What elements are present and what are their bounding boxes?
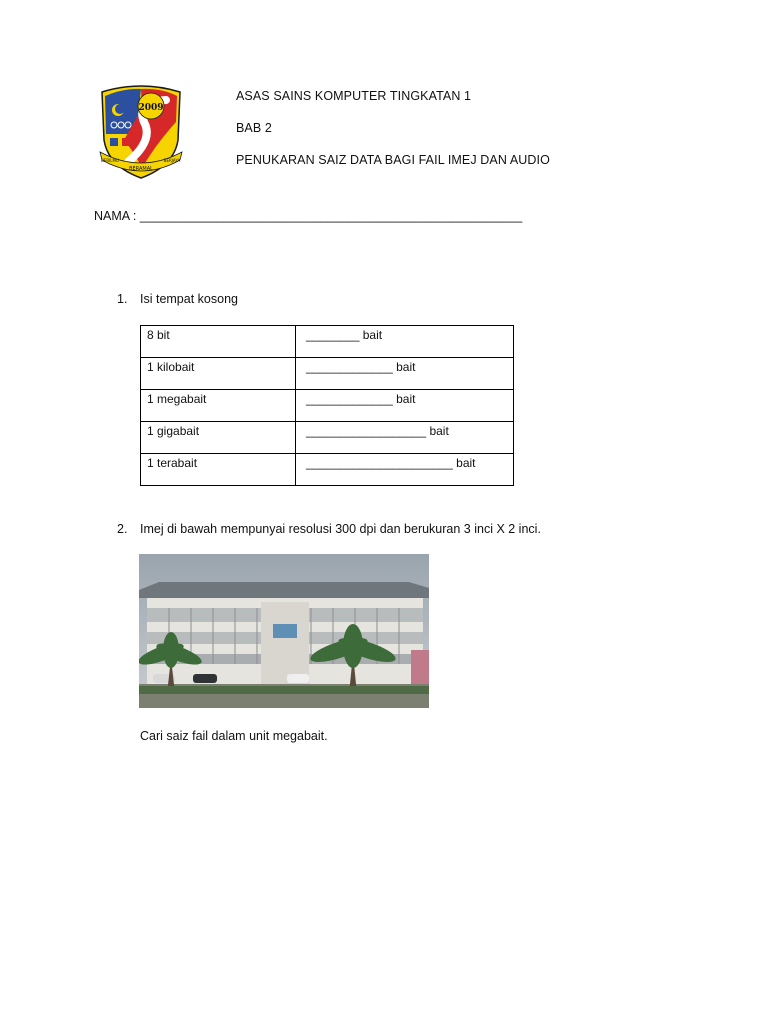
question-1-text: Isi tempat kosong <box>140 292 238 306</box>
table-row <box>141 326 514 358</box>
crest-motto-left: BERILMU <box>101 158 119 163</box>
question-2-instruction: Cari saiz fail dalam unit megabait. <box>140 729 328 743</box>
school-crest-logo <box>96 82 186 182</box>
table-row <box>141 390 514 422</box>
table-row <box>141 422 514 454</box>
answer-blank[interactable]: __________________ bait <box>296 422 514 454</box>
conversion-table <box>140 325 514 486</box>
name-field[interactable]: NAMA : _______________________________________________________ <box>94 209 523 223</box>
topic-title: PENUKARAN SAIZ DATA BAGI FAIL IMEJ DAN AUDIO <box>236 153 550 167</box>
school-building-photo <box>139 554 429 708</box>
table-row <box>141 358 514 390</box>
unit-cell: 1 kilobait <box>141 358 296 390</box>
unit-cell: 1 gigabait <box>141 422 296 454</box>
table-row <box>141 454 514 486</box>
answer-blank[interactable]: ______________________ bait <box>296 454 514 486</box>
crest-motto: BERAMAL <box>129 166 153 172</box>
unit-cell: 1 terabait <box>141 454 296 486</box>
question-2-number: 2. <box>117 522 128 536</box>
question-1-number: 1. <box>117 292 128 306</box>
unit-cell: 1 megabait <box>141 390 296 422</box>
answer-blank[interactable]: _____________ bait <box>296 358 514 390</box>
chapter-title: BAB 2 <box>236 121 272 135</box>
unit-cell: 8 bit <box>141 326 296 358</box>
crest-motto-right: BERJAYA <box>163 158 181 163</box>
crest-year: 2009 <box>138 103 164 113</box>
question-2-text: Imej di bawah mempunyai resolusi 300 dpi dan berukuran 3 inci X 2 inci. <box>140 522 541 536</box>
answer-blank[interactable]: ________ bait <box>296 326 514 358</box>
subject-title: ASAS SAINS KOMPUTER TINGKATAN 1 <box>236 89 472 103</box>
answer-blank[interactable]: _____________ bait <box>296 390 514 422</box>
